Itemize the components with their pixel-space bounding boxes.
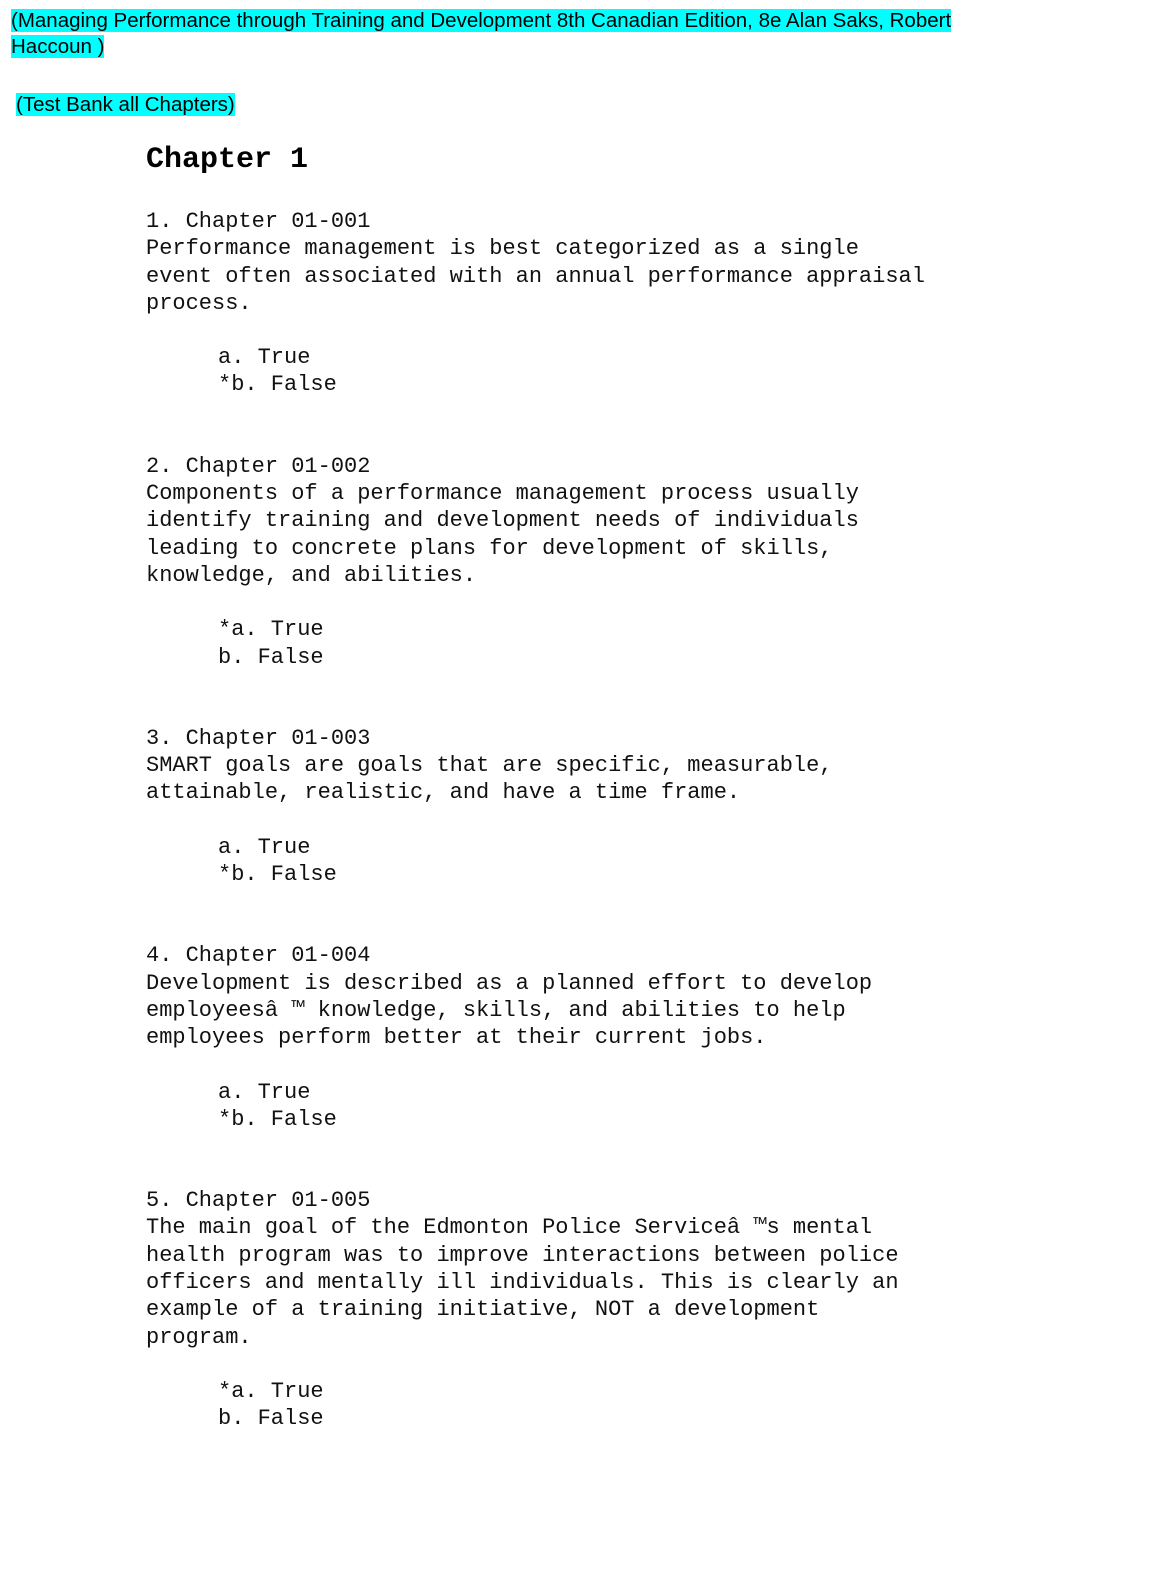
question-text-line: Components of a performance management process usually [146,481,859,507]
question-text-line: event often associated with an annual performance appraisal [146,263,925,289]
question-text-line: Performance management is best categorized as a single [146,236,859,262]
question-2 [146,453,1106,671]
answer-options [218,1378,1106,1433]
question-id: 1. Chapter 01-001 [146,209,371,234]
subtitle-text: (Test Bank all Chapters) [16,93,235,116]
question-text-line: process. [146,290,252,316]
chapter-heading: Chapter 1 [146,143,309,177]
option-b: b. False [218,644,324,670]
question-text-line: leading to concrete plans for development of skills, [146,535,833,561]
question-4 [146,942,1106,1133]
option-a: a. True [218,1079,311,1105]
question-id: 2. Chapter 01-002 [146,453,371,479]
question-text-line: example of a training initiative, NOT a development [146,1297,820,1323]
option-b: *b. False [218,862,337,888]
question-text-line: attainable, realistic, and have a time frame. [146,780,741,806]
test-bank-content [146,140,1106,1433]
question-text-line: health program was to improve interactions between police [146,1242,899,1268]
option-a: a. True [218,345,311,371]
option-a: a. True [218,834,311,860]
document-subtitle [16,92,235,118]
option-b: *b. False [218,372,337,398]
question-text-line: identify training and development needs of individuals [146,508,859,534]
question-id: 3. Chapter 01-003 [146,725,371,751]
question-text-line: Development is described as a planned effort to develop [146,970,873,996]
title-line-1 [11,8,1121,34]
question-id: 5. Chapter 01-005 [146,1188,371,1214]
question-3 [146,725,1106,888]
answer-options [218,344,1106,399]
question-text-line: officers and mentally ill individuals. This is clearly an [146,1270,899,1296]
option-a: *a. True [218,617,324,643]
question-text-line: knowledge, and abilities. [146,562,477,588]
answer-options [218,1079,1106,1134]
question-5 [146,1187,1106,1432]
question-1 [146,208,1106,399]
option-b: b. False [218,1406,324,1432]
option-b: *b. False [218,1106,337,1132]
title-line-1-text: (Managing Performance through Training and Development 8th Canadian Edition, 8e Alan Saks, Robert [11,9,952,32]
question-text-line: SMART goals are goals that are specific, measurable, [146,753,833,779]
question-text-line: The main goal of the Edmonton Police Serviceâ ™s mental [146,1215,873,1241]
question-text-line: program. [146,1324,252,1350]
title-line-2 [11,34,1121,60]
question-id: 4. Chapter 01-004 [146,943,371,969]
question-text-line: employees perform better at their current jobs. [146,1025,767,1051]
option-a: *a. True [218,1378,324,1404]
answer-options [218,616,1106,671]
question-text-line: employeesâ ™ knowledge, skills, and abilities to help [146,997,846,1023]
document-title [11,8,1121,60]
title-line-2-text: Haccoun ) [11,35,105,58]
answer-options [218,834,1106,889]
